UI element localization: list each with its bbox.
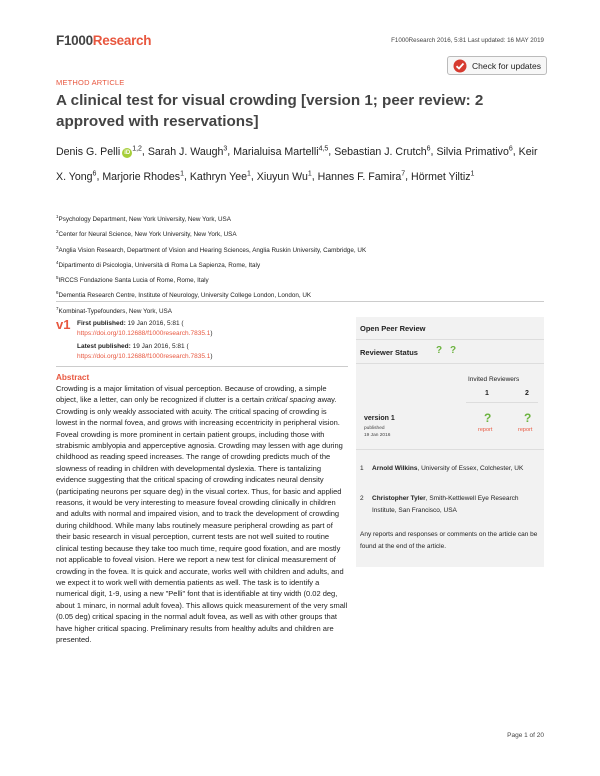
affiliation-number: 3	[56, 244, 59, 250]
author-name[interactable]: Marialuisa Martelli	[233, 145, 319, 158]
affiliation	[56, 226, 556, 241]
author[interactable]	[190, 171, 251, 183]
divider	[56, 301, 544, 302]
report-2-link[interactable]: report	[518, 427, 533, 433]
author-affiliation-marker: 4,5	[318, 145, 329, 152]
affiliation-list	[56, 211, 556, 318]
reviewer-2-entry	[360, 493, 540, 516]
first-published-doi-link[interactable]: https://doi.org/10.12688/f1000research.7835.1	[77, 330, 211, 337]
latest-published-close: )	[210, 353, 213, 360]
latest-published-label: Latest published:	[77, 343, 131, 350]
author-affiliation-marker: 6	[426, 145, 431, 152]
reviewer-status-label: Reviewer Status	[360, 348, 418, 357]
author[interactable]	[257, 171, 312, 183]
check-for-updates-button[interactable]	[447, 56, 547, 75]
author-name[interactable]: Marjorie Rhodes	[102, 170, 181, 183]
reviewer-2-name: Christopher Tyler	[372, 495, 426, 502]
open-peer-review-panel	[356, 317, 544, 567]
header-meta: F1000Research 2016, 5:81 Last updated: 16 MAY 2019	[391, 37, 544, 44]
author-affiliation-marker: 6	[508, 145, 513, 152]
author-name[interactable]: Hörmet Yiltiz	[411, 170, 471, 183]
author-affiliation-marker: 1,2	[132, 145, 142, 152]
version-badge: v1	[56, 317, 71, 332]
article-title: A clinical test for visual crowding [version 1; peer review: 2 approved with reservations]	[56, 92, 484, 130]
affiliation-text: Psychology Department, New York University, New York, USA	[58, 216, 231, 224]
first-published-info	[77, 319, 213, 339]
panel-divider	[356, 339, 544, 340]
author-affiliation-marker: 7	[401, 170, 406, 178]
author[interactable]	[411, 171, 474, 183]
first-published-close: )	[210, 330, 213, 337]
affiliation-text: Dipartimento di Psicologia, Università di Roma La Sapienza, Rome, Italy	[58, 261, 261, 269]
reviewer-1-number: 1	[360, 465, 364, 472]
report-1-reservations-icon[interactable]: ?	[484, 411, 492, 425]
status-reservations-icon-2: ?	[450, 345, 457, 356]
reviewer-number-2: 2	[525, 390, 529, 397]
affiliation	[56, 242, 556, 257]
version-1-label: version 1	[364, 415, 395, 422]
latest-published-date: 19 Jan 2016, 5:81 (	[130, 343, 189, 350]
version-published-label: published	[364, 426, 385, 431]
orcid-icon[interactable]: iD	[124, 149, 131, 156]
author-affiliation-marker: 1	[307, 170, 312, 178]
latest-published-info	[77, 342, 213, 362]
abstract-divider	[56, 366, 348, 367]
logo-research-text: Research	[92, 33, 152, 48]
invited-reviewers-label: Invited Reviewers	[468, 376, 520, 383]
logo-f1000-text: F1000	[56, 33, 93, 48]
author-name[interactable]: Sarah J. Waugh	[147, 145, 224, 158]
abstract-text-2: away. Crowding is only weakly associated with acuity. The critical spacing of crowding is lowest in the normal fovea, and grows with increasing eccentricity in peripheral vision. Foveal crowding is more prominent in certain patient groups, including those with strabismic amblyopia and apperceptive agnosia. Crowding may lessen with age during childhood as reading speed increases. The range of crowding predicts much of the slowness of reading in children with developmental dyslexia. There is tantalizing evidence suggesting that the critical spacing of crowding indicates neural density (participating neurons per square deg) in the visual cortex. Thus, for basic and applied reasons, it would be very interesting to measure foveal crowding clinically in children and adults with normal and impaired vision, and to track the development of crowding during childhood. While many labs routinely measure peripheral crowding as part of their basic research in visual perception, current tests are not well suited to routine clinical testing because they take too much time, require good fixation, and are mostly not applicable to foveal vision. Here we report a new test for clinical measurement of crowding in the fovea. It is quick and accurate, works well with children and adults, and we expect it to work well with dementia patients as well. The task is to identify a numerical digit, 1-9, using a new "Pelli" font that is identifiable at tiny width (0.02 deg, about 1 minarc, in normal adult fovea). This allows quick measurement of the very small (0.05 deg) critical spacing in the normal adult fovea, as well as with other groups that have higher critical spacing. Preliminary results from healthy adults and children are presented.	[56, 395, 348, 644]
affiliation-number: 5	[56, 275, 59, 281]
affiliation	[56, 303, 556, 318]
affiliation-number: 2	[56, 229, 59, 235]
author[interactable]	[102, 171, 184, 183]
panel-divider	[356, 363, 544, 364]
author-name[interactable]: Denis G. Pelli	[56, 145, 121, 158]
check-for-updates-label: Check for updates	[472, 60, 541, 71]
article-type: METHOD ARTICLE	[56, 78, 125, 87]
affiliation-number: 1	[56, 214, 59, 219]
crossmark-icon	[453, 59, 467, 73]
reviewer-1-entry	[360, 463, 540, 475]
abstract-italic-term: critical spacing	[266, 395, 316, 405]
report-2-reservations-icon[interactable]: ?	[524, 411, 532, 425]
author[interactable]	[318, 171, 406, 183]
affiliation	[56, 211, 556, 226]
author-affiliation-marker: 1	[247, 170, 251, 178]
author-name[interactable]: Sebastian J. Crutch	[334, 145, 427, 158]
author[interactable]	[56, 146, 142, 158]
author-affiliation-marker: 1	[180, 170, 184, 178]
author-name[interactable]: Xiuyun Wu	[256, 170, 308, 183]
status-reservations-icon-1: ?	[436, 345, 443, 356]
affiliation-text: Center for Neural Science, New York University, New York, USA	[58, 231, 237, 239]
reviewer-1-affiliation: , University of Essex, Colchester, UK	[417, 465, 524, 472]
affiliation-number: 4	[56, 259, 59, 265]
author-name[interactable]: Silvia Primativo	[436, 145, 509, 158]
abstract-body	[56, 383, 348, 645]
first-published-date: 19 Jan 2016, 5:81 (	[125, 320, 184, 327]
reviewer-number-1: 1	[485, 390, 489, 397]
author-affiliation-marker: 1	[470, 170, 475, 178]
author[interactable]	[334, 146, 430, 158]
author[interactable]	[233, 146, 328, 158]
review-note: Any reports and responses or comments on the article can be found at the end of the article.	[360, 531, 538, 550]
affiliation	[56, 257, 556, 272]
version-date: 19 Jan 2016	[364, 433, 391, 438]
page-number: Page 1 of 20	[507, 732, 544, 739]
affiliation-text: IRCCS Fondazione Santa Lucia of Rome, Rome, Italy	[58, 277, 209, 285]
affiliation-text: Kombinat-Typefounders, New York, USA	[58, 307, 172, 315]
f1000research-logo	[56, 33, 151, 48]
reviewer-2-affiliation: , Smith-Kettlewell Eye Research Institute, San Francisco, USA	[372, 495, 519, 514]
abstract-text-1: Crowding is a major limitation of visual perception. Because of crowding, a simple object, like a letter, can only be recognized if clutter is a certain	[56, 384, 327, 405]
abstract-heading: Abstract	[56, 373, 90, 382]
author-name[interactable]: Kathryn Yee	[189, 170, 247, 183]
open-peer-review-title: Open Peer Review	[360, 324, 426, 333]
author[interactable]	[148, 146, 227, 158]
latest-published-doi-link[interactable]: https://doi.org/10.12688/f1000research.7835.1	[77, 353, 211, 360]
author-affiliation-marker: 3	[223, 145, 228, 152]
affiliation-number: 6	[56, 290, 59, 296]
author[interactable]	[436, 146, 512, 158]
reviewer-1-name: Arnold Wilkins	[372, 465, 418, 472]
author-name[interactable]: Keir X. Yong	[56, 145, 538, 183]
affiliation-text: Anglia Vision Research, Department of Vision and Hearing Sciences, Anglia Ruskin University, Cambridge, UK	[58, 246, 367, 254]
table-divider	[466, 402, 538, 403]
reviewer-2-number: 2	[360, 495, 364, 502]
affiliation	[56, 272, 556, 287]
affiliation-text: Dementia Research Centre, Institute of Neurology, University College London, London, UK	[58, 292, 312, 300]
panel-divider	[356, 449, 544, 450]
author-list: Denis G. Pelli iD$^{1,2}$, Sarah J. Waugh$^3$, Marialuisa Martelli$^{4,5}$, Sebastian J. Crutch$^6$, Silvia Primativo$^6$, Keir X. Yong$^6$, Marjorie Rhodes$^1$, Kathryn Yee$^1$, Xiuyun Wu$^1$, Hannes F. Famira$^7$, Hörmet Yiltiz$^1$	[56, 145, 538, 183]
author-name[interactable]: Hannes F. Famira	[317, 170, 402, 183]
first-published-label: First published:	[77, 320, 126, 327]
affiliation-number: 7	[56, 305, 59, 311]
report-1-link[interactable]: report	[478, 427, 493, 433]
author-affiliation-marker: 6	[92, 170, 97, 178]
